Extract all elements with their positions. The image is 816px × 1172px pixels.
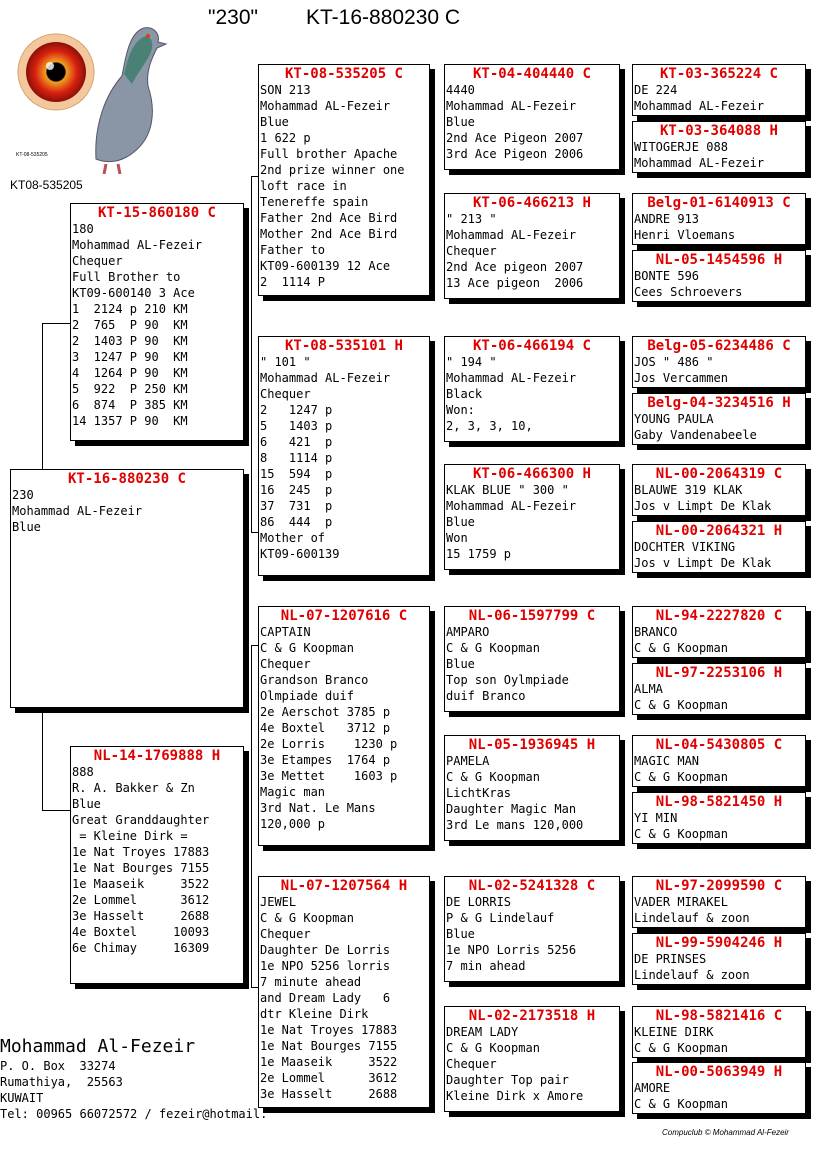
info-line: Kleine Dirk x Amore xyxy=(446,1089,584,1103)
info-line: ALMA xyxy=(634,682,663,696)
info-line: 888 xyxy=(72,765,94,779)
info-line: Chequer xyxy=(260,927,311,941)
gggp-card-12 xyxy=(632,792,806,844)
ring-number: Belg-04-3234516 H xyxy=(647,395,791,411)
ring-number: NL-98-5821416 C xyxy=(655,1008,783,1024)
ring-number: NL-00-2064321 H xyxy=(655,523,783,539)
info-line: = Kleine Dirk = xyxy=(72,829,188,843)
info-line: P & G Lindelauf xyxy=(446,911,555,925)
info-line: Henri Vloemans xyxy=(634,228,736,242)
gggp-card-1 xyxy=(632,64,806,116)
info-line: 1e Nat Troyes 17883 xyxy=(72,845,210,859)
info-line: and Dream Lady 6 xyxy=(260,991,391,1005)
info-line: 2 765 P 90 KM xyxy=(72,318,188,332)
ring-number: KT-15-860180 C xyxy=(97,205,216,221)
ring-number: NL-02-2173518 H xyxy=(468,1008,596,1024)
ggp-card-ssd xyxy=(444,193,620,299)
info-line: Daughter De Lorris xyxy=(260,943,391,957)
ggp-card-dss xyxy=(444,606,620,712)
info-line: DE 224 xyxy=(634,83,678,97)
info-line: 3rd Nat. Le Mans xyxy=(260,801,376,815)
info-line: Blue xyxy=(72,797,101,811)
ring-number: NL-02-5241328 C xyxy=(468,878,596,894)
gggp-card-4 xyxy=(632,250,806,302)
info-line: R. A. Bakker & Zn xyxy=(72,781,195,795)
info-line: Cees Schroevers xyxy=(634,285,743,299)
gggp-card-10 xyxy=(632,663,806,715)
info-line: Jos Vercammen xyxy=(634,371,728,385)
info-line: Blue xyxy=(446,657,475,671)
ring-number: KT-03-365224 C xyxy=(659,66,778,82)
ring-number: NL-06-1597799 C xyxy=(468,608,596,624)
pigeon-eye-image xyxy=(14,14,174,174)
info-line: Blue xyxy=(12,520,41,534)
info-line: 7 min ahead xyxy=(446,959,526,973)
info-line: Mohammad AL-Fezeir xyxy=(634,156,765,170)
info-line: Chequer xyxy=(446,244,497,258)
info-line: Black xyxy=(446,387,483,401)
info-line: KT09-600139 xyxy=(260,547,340,561)
info-line: C & G Koopman xyxy=(634,827,728,841)
gggp-card-5 xyxy=(632,336,806,388)
info-line: Full Brother to xyxy=(72,270,181,284)
info-line: C & G Koopman xyxy=(634,641,728,655)
gggp-card-15 xyxy=(632,1006,806,1058)
info-line: C & G Koopman xyxy=(634,698,728,712)
ring-number: KT-06-466300 H xyxy=(472,466,591,482)
info-line: duif Branco xyxy=(446,689,526,703)
info-line: 1e NPO 5256 lorris xyxy=(260,959,391,973)
sire-dam-card xyxy=(258,336,430,576)
info-line: 15 1759 p xyxy=(446,547,512,561)
info-line: " 213 " xyxy=(446,212,497,226)
info-line: 3rd Le mans 120,000 xyxy=(446,818,584,832)
info-line: Magic man xyxy=(260,785,326,799)
ring-number: KT-06-466194 C xyxy=(472,338,591,354)
info-line: MAGIC MAN xyxy=(634,754,700,768)
info-line: 86 444 p xyxy=(260,515,333,529)
info-line: loft race in xyxy=(260,179,347,193)
info-line: YOUNG PAULA xyxy=(634,412,714,426)
owner-address-line: P. O. Box 33274 xyxy=(0,1059,116,1073)
info-line: Won xyxy=(446,531,468,545)
ring-number: NL-05-1454596 H xyxy=(655,252,783,268)
info-line: 16 245 p xyxy=(260,483,333,497)
ring-number: KT-08-535205 C xyxy=(284,66,403,82)
info-line: Mohammad AL-Fezeir xyxy=(446,499,577,513)
connector-line xyxy=(251,645,258,646)
info-line: LichtKras xyxy=(446,786,512,800)
info-line: ANDRE 913 xyxy=(634,212,700,226)
info-line: Chequer xyxy=(260,657,311,671)
info-line: JEWEL xyxy=(260,895,297,909)
ring-number: NL-05-1936945 H xyxy=(468,737,596,753)
ggp-card-dsd xyxy=(444,735,620,841)
info-line: 14 1357 P 90 KM xyxy=(72,414,188,428)
photo-caption: KT-08-535205 xyxy=(16,152,48,158)
dam-sire-card xyxy=(258,606,430,846)
dam-dam-card xyxy=(258,876,430,1108)
info-line: 1e Nat Troyes 17883 xyxy=(260,1023,398,1037)
info-line: Won: xyxy=(446,403,475,417)
ring-number: KT-06-466213 H xyxy=(472,195,591,211)
info-line: 1e Maaseik 3522 xyxy=(72,877,210,891)
connector-line xyxy=(251,176,258,177)
ggp-card-ddd xyxy=(444,1006,620,1112)
pigeon-name-title: "230" xyxy=(208,6,258,29)
info-line: Mother of xyxy=(260,531,326,545)
info-line: 2, 3, 3, 10, xyxy=(446,419,533,433)
ring-number: Belg-05-6234486 C xyxy=(647,338,791,354)
info-line: 8 1114 p xyxy=(260,451,333,465)
info-line: 2e Lommel 3612 xyxy=(72,893,210,907)
info-line: 4440 xyxy=(446,83,475,97)
info-line: JOS " 486 " xyxy=(634,355,714,369)
info-line: DOCHTER VIKING xyxy=(634,540,736,554)
info-line: Mohammad AL-Fezeir xyxy=(446,371,577,385)
info-line: 4 1264 P 90 KM xyxy=(72,366,188,380)
owner-address-line: Rumathiya, 25563 xyxy=(0,1075,123,1089)
info-line: dtr Kleine Dirk xyxy=(260,1007,369,1021)
info-line: Great Granddaughter xyxy=(72,813,210,827)
info-line: 1 2124 p 210 KM xyxy=(72,302,188,316)
info-line: AMORE xyxy=(634,1081,671,1095)
gggp-card-9 xyxy=(632,606,806,658)
info-line: Grandson Branco xyxy=(260,673,369,687)
info-line: 1e Nat Bourges 7155 xyxy=(260,1039,398,1053)
info-line: 230 xyxy=(12,488,34,502)
info-line: 1e Nat Bourges 7155 xyxy=(72,861,210,875)
info-line: 1e NPO Lorris 5256 xyxy=(446,943,577,957)
ring-number: NL-99-5904246 H xyxy=(655,935,783,951)
gggp-card-6 xyxy=(632,393,806,445)
info-line: C & G Koopman xyxy=(634,1097,728,1111)
info-line: VADER MIRAKEL xyxy=(634,895,728,909)
info-line: 7 minute ahead xyxy=(260,975,362,989)
info-line: SON 213 xyxy=(260,83,311,97)
info-line: Chequer xyxy=(72,254,123,268)
ring-number: KT-16-880230 C xyxy=(67,471,186,487)
info-line: 3e Mettet 1603 p xyxy=(260,769,398,783)
owner-address-line: KUWAIT xyxy=(0,1091,44,1105)
subject-pigeon-card xyxy=(10,469,244,708)
gggp-card-13 xyxy=(632,876,806,928)
ggp-card-sds xyxy=(444,336,620,442)
info-line: 4e Boxtel 3712 p xyxy=(260,721,391,735)
info-line: KLAK BLUE " 300 " xyxy=(446,483,569,497)
info-line: 3e Hasselt 2688 xyxy=(72,909,210,923)
gggp-card-11 xyxy=(632,735,806,787)
info-line: Daughter Magic Man xyxy=(446,802,577,816)
info-line: Full brother Apache xyxy=(260,147,398,161)
ring-number: NL-00-5063949 H xyxy=(655,1064,783,1080)
ring-number: KT-08-535101 H xyxy=(284,338,403,354)
info-line: 2 1247 p xyxy=(260,403,333,417)
ggp-card-dds xyxy=(444,876,620,982)
info-line: 2e Lorris 1230 p xyxy=(260,737,398,751)
ring-number: NL-07-1207564 H xyxy=(280,878,408,894)
ring-number: NL-00-2064319 C xyxy=(655,466,783,482)
info-line: Blue xyxy=(446,927,475,941)
info-line: PAMELA xyxy=(446,754,490,768)
ring-number: NL-94-2227820 C xyxy=(655,608,783,624)
info-line: 3 1247 P 90 KM xyxy=(72,350,188,364)
gggp-card-16 xyxy=(632,1062,806,1114)
owner-contact-line: Tel: 00965 66072572 / fezeir@hotmail. xyxy=(0,1107,268,1121)
info-line: Mohammad AL-Fezeir xyxy=(634,99,765,113)
footer-credit: Compuclub © Mohammad Al-Fezeir xyxy=(662,1128,789,1137)
info-line: 2nd Ace pigeon 2007 xyxy=(446,260,584,274)
ggp-card-sss xyxy=(444,64,620,170)
info-line: KT09-600139 12 Ace xyxy=(260,259,391,273)
ring-number: NL-04-5430805 C xyxy=(655,737,783,753)
ring-number: NL-98-5821450 H xyxy=(655,794,783,810)
info-line: 3e Etampes 1764 p xyxy=(260,753,391,767)
info-line: Top son Oylmpiade xyxy=(446,673,569,687)
info-line: YI MIN xyxy=(634,811,678,825)
connector-line xyxy=(42,323,43,469)
info-line: " 194 " xyxy=(446,355,497,369)
info-line: Lindelauf & zoon xyxy=(634,911,750,925)
info-line: Mohammad AL-Fezeir xyxy=(72,238,203,252)
info-line: 2e Lommel 3612 xyxy=(260,1071,398,1085)
info-line: 4e Boxtel 10093 xyxy=(72,925,210,939)
ggp-card-sdd xyxy=(444,464,620,570)
info-line: Jos v Limpt De Klak xyxy=(634,556,772,570)
info-line: Mohammad AL-Fezeir xyxy=(260,371,391,385)
info-line: Mother 2nd Ace Bird xyxy=(260,227,398,241)
ring-number: NL-14-1769888 H xyxy=(93,748,221,764)
info-line: 1 622 p xyxy=(260,131,311,145)
info-line: Mohammad AL-Fezeir xyxy=(446,228,577,242)
ring-number: NL-97-2253106 H xyxy=(655,665,783,681)
connector-line xyxy=(42,708,43,810)
info-line: C & G Koopman xyxy=(446,770,540,784)
owner-block xyxy=(0,1036,267,1122)
info-line: 2nd prize winner one xyxy=(260,163,405,177)
info-line: C & G Koopman xyxy=(634,770,728,784)
info-line: Blue xyxy=(260,115,289,129)
gggp-card-14 xyxy=(632,933,806,985)
info-line: 6e Chimay 16309 xyxy=(72,941,210,955)
info-line: Father to xyxy=(260,243,326,257)
info-line: 180 xyxy=(72,222,94,236)
info-line: 120,000 p xyxy=(260,817,326,831)
info-line: C & G Koopman xyxy=(260,641,354,655)
connector-line xyxy=(251,532,258,533)
info-line: 6 874 P 385 KM xyxy=(72,398,188,412)
info-line: 2nd Ace Pigeon 2007 xyxy=(446,131,584,145)
info-line: 1e Maaseik 3522 xyxy=(260,1055,398,1069)
info-line: DREAM LADY xyxy=(446,1025,519,1039)
info-line: 3e Hasselt 2688 xyxy=(260,1087,398,1101)
info-line: DE LORRIS xyxy=(446,895,512,909)
info-line: Mohammad AL-Fezeir xyxy=(446,99,577,113)
sire-card xyxy=(70,203,244,441)
info-line: 37 731 p xyxy=(260,499,333,513)
gggp-card-8 xyxy=(632,521,806,573)
pigeon-ring-title: KT-16-880230 C xyxy=(306,6,461,29)
photo-ring-label: KT08-535205 xyxy=(10,178,83,192)
owner-name: Mohammad Al-Fezeir xyxy=(0,1036,196,1057)
connector-line xyxy=(251,987,258,988)
info-line: Blue xyxy=(446,515,475,529)
info-line: 5 922 P 250 KM xyxy=(72,382,188,396)
info-line: AMPARO xyxy=(446,625,490,639)
info-line: BRANCO xyxy=(634,625,678,639)
ring-number: NL-97-2099590 C xyxy=(655,878,783,894)
info-line: Lindelauf & zoon xyxy=(634,968,750,982)
info-line: 15 594 p xyxy=(260,467,333,481)
info-line: 2e Aerschot 3785 p xyxy=(260,705,391,719)
ring-number: KT-04-404440 C xyxy=(472,66,591,82)
info-line: C & G Koopman xyxy=(634,1041,728,1055)
info-line: DE PRINSES xyxy=(634,952,707,966)
info-line: Mohammad AL-Fezeir xyxy=(260,99,391,113)
ring-number: NL-07-1207616 C xyxy=(280,608,408,624)
info-line: Father 2nd Ace Bird xyxy=(260,211,398,225)
info-line: Olmpiade duif xyxy=(260,689,354,703)
info-line: WITOGERJE 088 xyxy=(634,140,728,154)
info-line: BLAUWE 319 KLAK xyxy=(634,483,743,497)
pigeon-photo xyxy=(14,14,174,174)
connector-line xyxy=(251,645,252,987)
info-line: 2 1114 P xyxy=(260,275,326,289)
info-line: " 101 " xyxy=(260,355,311,369)
info-line: Tenereffe spain xyxy=(260,195,369,209)
info-line: Chequer xyxy=(260,387,311,401)
sire-sire-card xyxy=(258,64,430,296)
info-line: C & G Koopman xyxy=(260,911,354,925)
connector-line xyxy=(251,176,252,532)
info-line: 3rd Ace Pigeon 2006 xyxy=(446,147,584,161)
gggp-card-7 xyxy=(632,464,806,516)
info-line: Chequer xyxy=(446,1057,497,1071)
info-line: 13 Ace pigeon 2006 xyxy=(446,276,584,290)
gggp-card-3 xyxy=(632,193,806,245)
info-line: Gaby Vandenabeele xyxy=(634,428,757,442)
gggp-card-2 xyxy=(632,121,806,173)
info-line: Blue xyxy=(446,115,475,129)
dam-card xyxy=(70,746,244,984)
info-line: 2 1403 P 90 KM xyxy=(72,334,188,348)
info-line: KT09-600140 3 Ace xyxy=(72,286,195,300)
ring-number: KT-03-364088 H xyxy=(659,123,778,139)
connector-line xyxy=(42,323,70,324)
info-line: C & G Koopman xyxy=(446,1041,540,1055)
info-line: KLEINE DIRK xyxy=(634,1025,714,1039)
info-line: 6 421 p xyxy=(260,435,333,449)
connector-line xyxy=(42,810,70,811)
info-line: Mohammad AL-Fezeir xyxy=(12,504,143,518)
info-line: C & G Koopman xyxy=(446,641,540,655)
info-line: Daughter Top pair xyxy=(446,1073,569,1087)
info-line: BONTE 596 xyxy=(634,269,700,283)
info-line: 5 1403 p xyxy=(260,419,333,433)
info-line: CAPTAIN xyxy=(260,625,311,639)
info-line: Jos v Limpt De Klak xyxy=(634,499,772,513)
ring-number: Belg-01-6140913 C xyxy=(647,195,791,211)
